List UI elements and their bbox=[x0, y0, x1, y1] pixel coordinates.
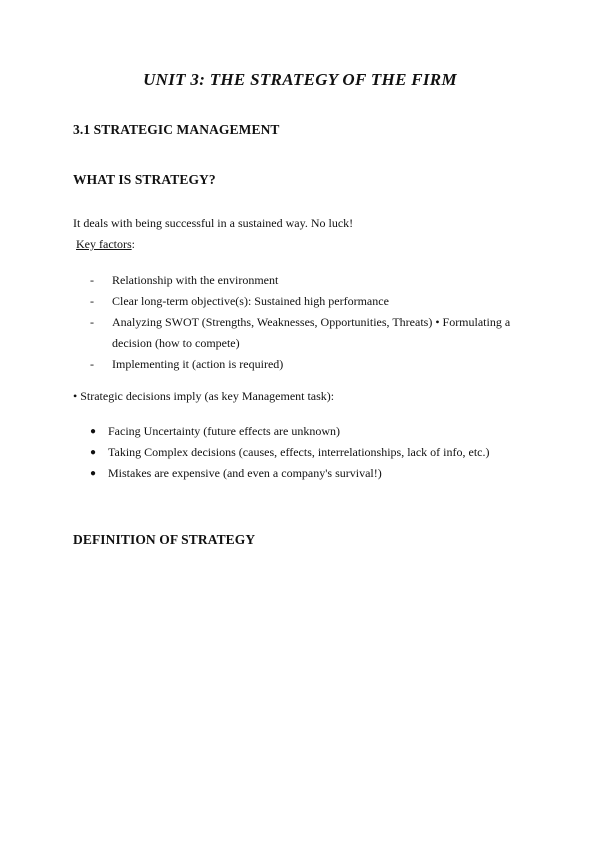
dash-marker: - bbox=[90, 273, 94, 287]
page-title: UNIT 3: THE STRATEGY OF THE FIRM bbox=[143, 70, 457, 89]
strategic-decisions-text: • Strategic decisions imply (as key Management task): bbox=[73, 389, 335, 403]
list-item bbox=[90, 442, 490, 463]
intro-text: It deals with being successful in a sustained way. No luck! bbox=[73, 216, 354, 230]
key-factors-colon: : bbox=[131, 237, 135, 251]
key-factors-label bbox=[76, 237, 135, 252]
list-item-text: Facing Uncertainty (future effects are unknown) bbox=[108, 424, 341, 438]
key-factors-list bbox=[90, 270, 532, 375]
definition-heading: DEFINITION OF STRATEGY bbox=[73, 532, 256, 547]
list-item-text: Relationship with the environment bbox=[112, 273, 279, 287]
bullet-marker: ● bbox=[90, 426, 97, 437]
subheading-what-is-strategy: WHAT IS STRATEGY? bbox=[73, 172, 216, 187]
list-item-text: Taking Complex decisions (causes, effects, interrelationships, lack of info, etc.) bbox=[108, 445, 490, 459]
decisions-list bbox=[90, 421, 490, 484]
list-item bbox=[90, 354, 532, 375]
list-item-text: Mistakes are expensive (and even a company's survival!) bbox=[108, 466, 382, 480]
list-item bbox=[90, 463, 490, 484]
list-item bbox=[90, 312, 532, 354]
list-item-text: Clear long-term objective(s): Sustained high performance bbox=[112, 294, 389, 308]
key-factors-underlined: Key factors bbox=[76, 237, 132, 251]
section-heading: 3.1 STRATEGIC MANAGEMENT bbox=[73, 122, 280, 137]
list-item-text: Analyzing SWOT (Strengths, Weaknesses, Opportunities, Threats) • Formulating a decision (how to compete) bbox=[112, 315, 511, 350]
list-item-text: Implementing it (action is required) bbox=[112, 357, 284, 371]
dash-marker: - bbox=[90, 357, 94, 371]
dash-marker: - bbox=[90, 315, 94, 329]
list-item bbox=[90, 270, 532, 291]
bullet-marker: ● bbox=[90, 468, 97, 479]
list-item bbox=[90, 421, 490, 442]
list-item bbox=[90, 291, 532, 312]
dash-marker: - bbox=[90, 294, 94, 308]
bullet-marker: ● bbox=[90, 447, 97, 458]
